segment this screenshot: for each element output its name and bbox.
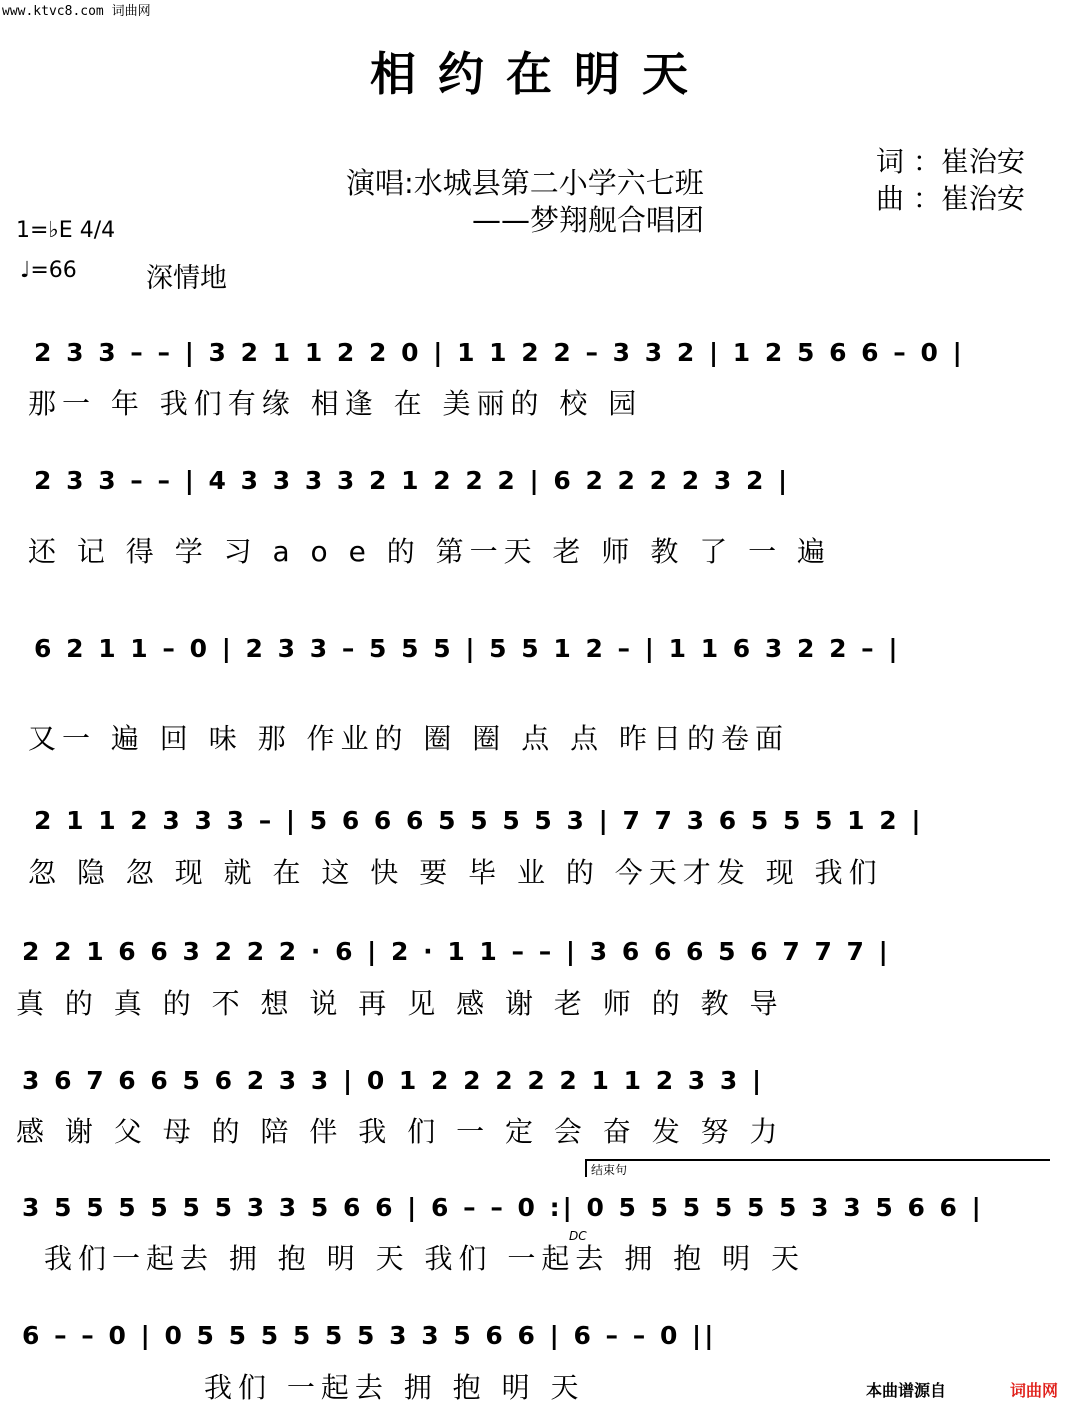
- dc-marking: DC: [569, 1229, 587, 1243]
- choir-credit: ——梦翔舰合唱团: [472, 203, 705, 237]
- source-text: 本曲谱源自: [866, 1381, 947, 1400]
- ending-bracket-edge: [585, 1159, 587, 1177]
- lyric-row-6: 感 谢 父 母 的 陪 伴 我 们 一 定 会 奋 发 努 力: [16, 1115, 784, 1148]
- notation-row-2: 2 3 3 – – | 4 3 3 3 3 2 1 2 2 2 | 6 2 2 2 2 3 2 |: [34, 466, 791, 495]
- lyric-row-5: 真 的 真 的 不 想 说 再 见 感 谢 老 师 的 教 导: [16, 987, 784, 1020]
- lyric-row-2: 还 记 得 学 习 a o e 的 第一天 老 师 教 了 一 遍: [28, 535, 832, 568]
- performer-credit: 演唱:水城县第二小学六七班: [346, 166, 704, 200]
- lyric-row-4: 忽 隐 忽 现 就 在 这 快 要 毕 业 的 今天才发 现 我们: [28, 856, 883, 889]
- song-title: 相约在明天: [370, 47, 710, 101]
- tempo-marking: ♩=66: [20, 258, 77, 283]
- composer-credit: 曲 ：崔治安: [876, 182, 1025, 215]
- lyric-row-1: 那一 年 我们有缘 相逢 在 美丽的 校 园: [28, 387, 643, 420]
- notation-row-3: 6 2 1 1 – 0 | 2 3 3 – 5 5 5 | 5 5 1 2 – | 1 1 6 3 2 2 – |: [34, 634, 901, 663]
- lyric-row-8: 我们 一起去 拥 抱 明 天: [204, 1371, 585, 1404]
- notation-row-4: 2 1 1 2 3 3 3 – | 5 6 6 6 5 5 5 5 3 | 7 7 3 6 5 5 5 1 2 |: [34, 806, 924, 835]
- expression-marking: 深情地: [146, 263, 227, 294]
- site-link[interactable]: 词曲网: [1010, 1381, 1059, 1400]
- notation-row-8: 6 – – 0 | 0 5 5 5 5 5 5 3 3 5 6 6 | 6 – – 0 ||: [22, 1321, 717, 1350]
- lyricist-credit: 词 ：崔治安: [876, 145, 1025, 178]
- notation-row-7: 3 5 5 5 5 5 5 3 3 5 6 6 | 6 – – 0 :| 0 5 5 5 5 5 5 3 3 5 6 6 |: [22, 1193, 984, 1222]
- notation-row-1: 2 3 3 – – | 3 2 1 1 2 2 0 | 1 1 2 2 – 3 3 2 | 1 2 5 6 6 – 0 |: [34, 338, 965, 367]
- lyric-row-7: 我们一起去 拥 抱 明 天 我们 一起去 拥 抱 明 天: [44, 1242, 806, 1275]
- notation-row-5: 2 2 1 6 6 3 2 2 2 · 6 | 2 · 1 1 – – | 3 6 6 6 5 6 7 7 7 |: [22, 937, 891, 966]
- notation-row-6: 3 6 7 6 6 5 6 2 3 3 | 0 1 2 2 2 2 2 1 1 2 3 3 |: [22, 1066, 765, 1095]
- key-signature: 1=♭E 4/4: [16, 218, 116, 243]
- ending-bracket: [585, 1159, 1050, 1162]
- ending-label: 结束句: [591, 1163, 628, 1177]
- lyric-row-3: 又一 遍 回 味 那 作业的 圈 圈 点 点 昨日的卷面: [28, 722, 790, 755]
- watermark-text: www.ktvc8.com 词曲网: [2, 4, 151, 19]
